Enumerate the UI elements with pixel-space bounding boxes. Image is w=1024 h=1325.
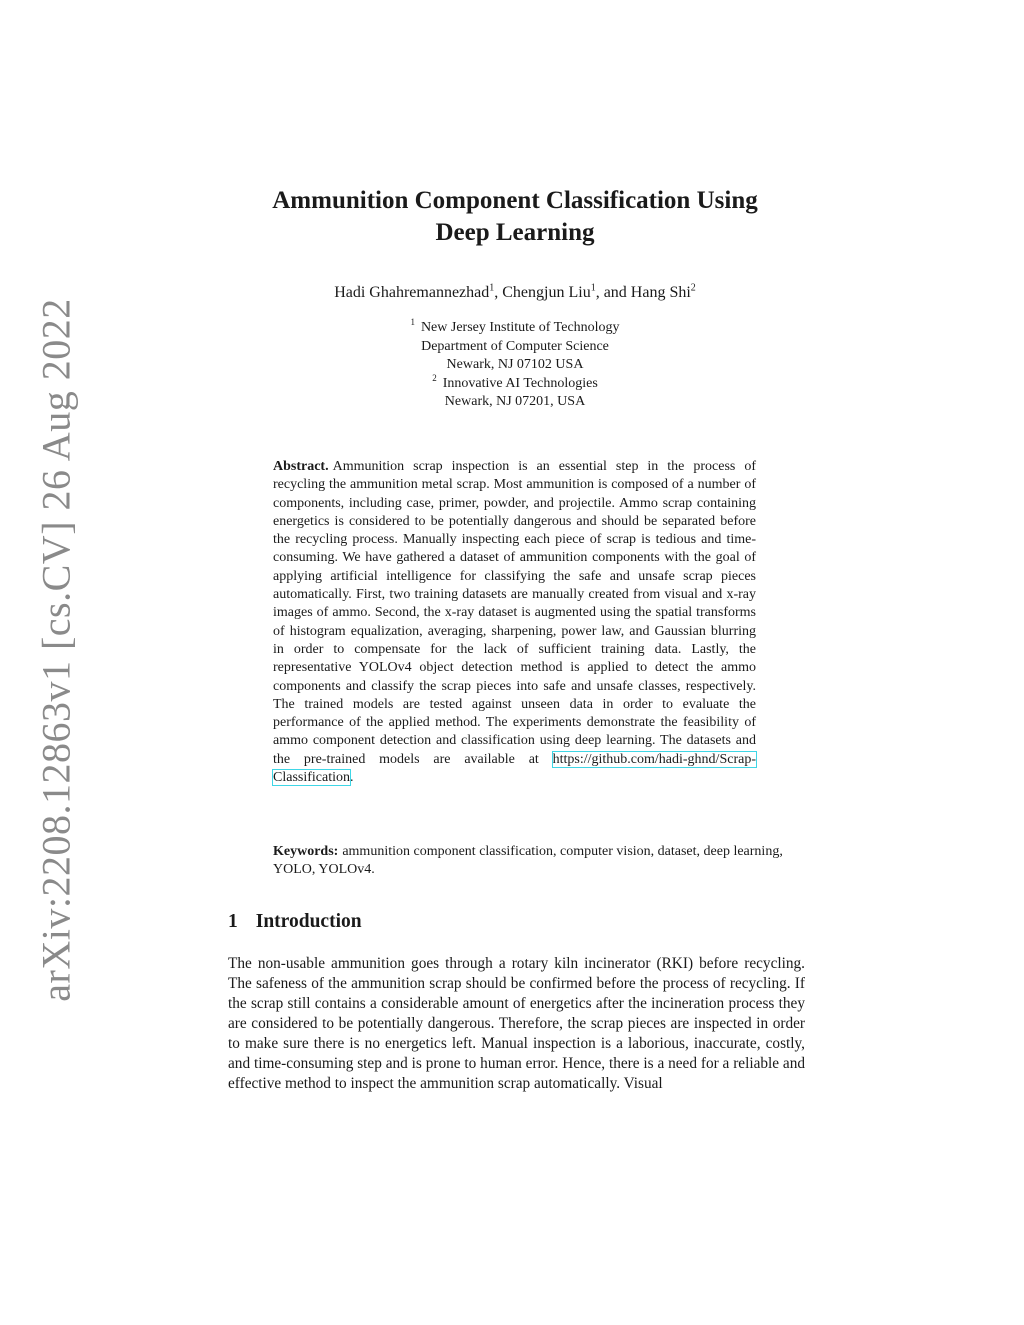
keywords-label: Keywords:	[273, 844, 339, 859]
author-list	[180, 283, 850, 303]
abstract-end: .	[350, 770, 354, 786]
affiliation-1-line-1: $^1$ New Jersey Institute of Technology	[410, 317, 620, 335]
affiliation-2-sup: 2	[432, 372, 437, 383]
keywords	[273, 843, 788, 880]
author-affil-sup: 1	[489, 282, 495, 294]
author-affil-sup: 2	[690, 282, 696, 294]
dataset-link[interactable]: https://github.com/hadi-ghnd/Scrap-Classification	[273, 751, 756, 786]
keywords-text: ammunition component classification, computer vision, dataset, deep learning, YOLO, YOLOv4.	[273, 844, 783, 878]
section-number: 1	[228, 911, 238, 932]
affiliation-1-sup: 1	[410, 317, 415, 328]
introduction-paragraph: The non-usable ammunition goes through a rotary kiln incinerator (RKI) before recycling. The safeness of the ammunition scrap should be confirmed before the process of recycling. If the scrap still contains a considerable amount of energetics after the incineration process they are considered to be potentially dangerous. Therefore, the scrap pieces are inspected in order to make sure there is no energetics left. Manual inspection is a laborious, inaccurate, costly, and time-consuming step and is prone to human error. Hence, there is a need for a reliable and effective method to inspect the ammunition scrap automatically. Visual	[228, 955, 805, 1092]
abstract-body: Ammunition scrap inspection is an essential step in the process of recycling the ammunition metal scrap. Most ammunition is composed of a number of components, including case, primer, powder, and projectile. Ammo scrap containing energetics is considered to be potentially dangerous and should be separated before the recycling process. Manually inspecting each piece of scrap is tedious and time-consuming. We have gathered a dataset of ammunition components with the goal of applying artificial intelligence for classifying the safe and unsafe scrap pieces automatically. First, two training datasets are manually created from visual and x-ray images of ammo. Second, the x-ray dataset is augmented using the spatial transforms of histogram equalization, averaging, sharpening, power law, and Gaussian blurring in order to compensate for the lack of sufficient training data. Lastly, the representative YOLOv4 object detection method is applied to detect the ammo components and classify the scrap pieces into safe and unsafe classes, respectively. The trained models are tested against unseen data in order to evaluate the performance of the applied method. The experiments demonstrate the feasibility of ammo component detection and classification using deep learning. The datasets and the pre-trained models are available at	[273, 459, 756, 767]
author-name: Hang Shi	[630, 284, 691, 301]
affiliation-1-line-3: Newark, NJ 07102 USA	[446, 357, 584, 372]
author-affil-sup: 1	[590, 282, 596, 294]
abstract-label: Abstract.	[273, 459, 329, 474]
affiliation-1-line-2: Department of Computer Science	[421, 338, 609, 354]
author-name: Chengjun Liu	[502, 284, 591, 301]
paper-title	[180, 185, 850, 249]
arxiv-side-stamp: arXiv:2208.12863v1 [cs.CV] 26 Aug 2022	[33, 298, 79, 1002]
affiliation-2-line-2: Newark, NJ 07201, USA	[444, 394, 586, 409]
title-line-1: Ammunition Component Classification Using	[272, 187, 758, 214]
author-separator: ,	[494, 284, 503, 301]
affiliation-2-line-1: $^2$ Innovative AI Technologies	[432, 372, 598, 391]
author-name: Hadi Ghahremannezhad	[334, 284, 490, 301]
section-title: Introduction	[255, 911, 362, 932]
section-heading-introduction	[228, 911, 362, 933]
affiliations	[180, 319, 850, 412]
abstract	[273, 458, 756, 787]
title-line-2: Deep Learning	[435, 219, 595, 246]
author-separator: , and	[595, 284, 631, 301]
